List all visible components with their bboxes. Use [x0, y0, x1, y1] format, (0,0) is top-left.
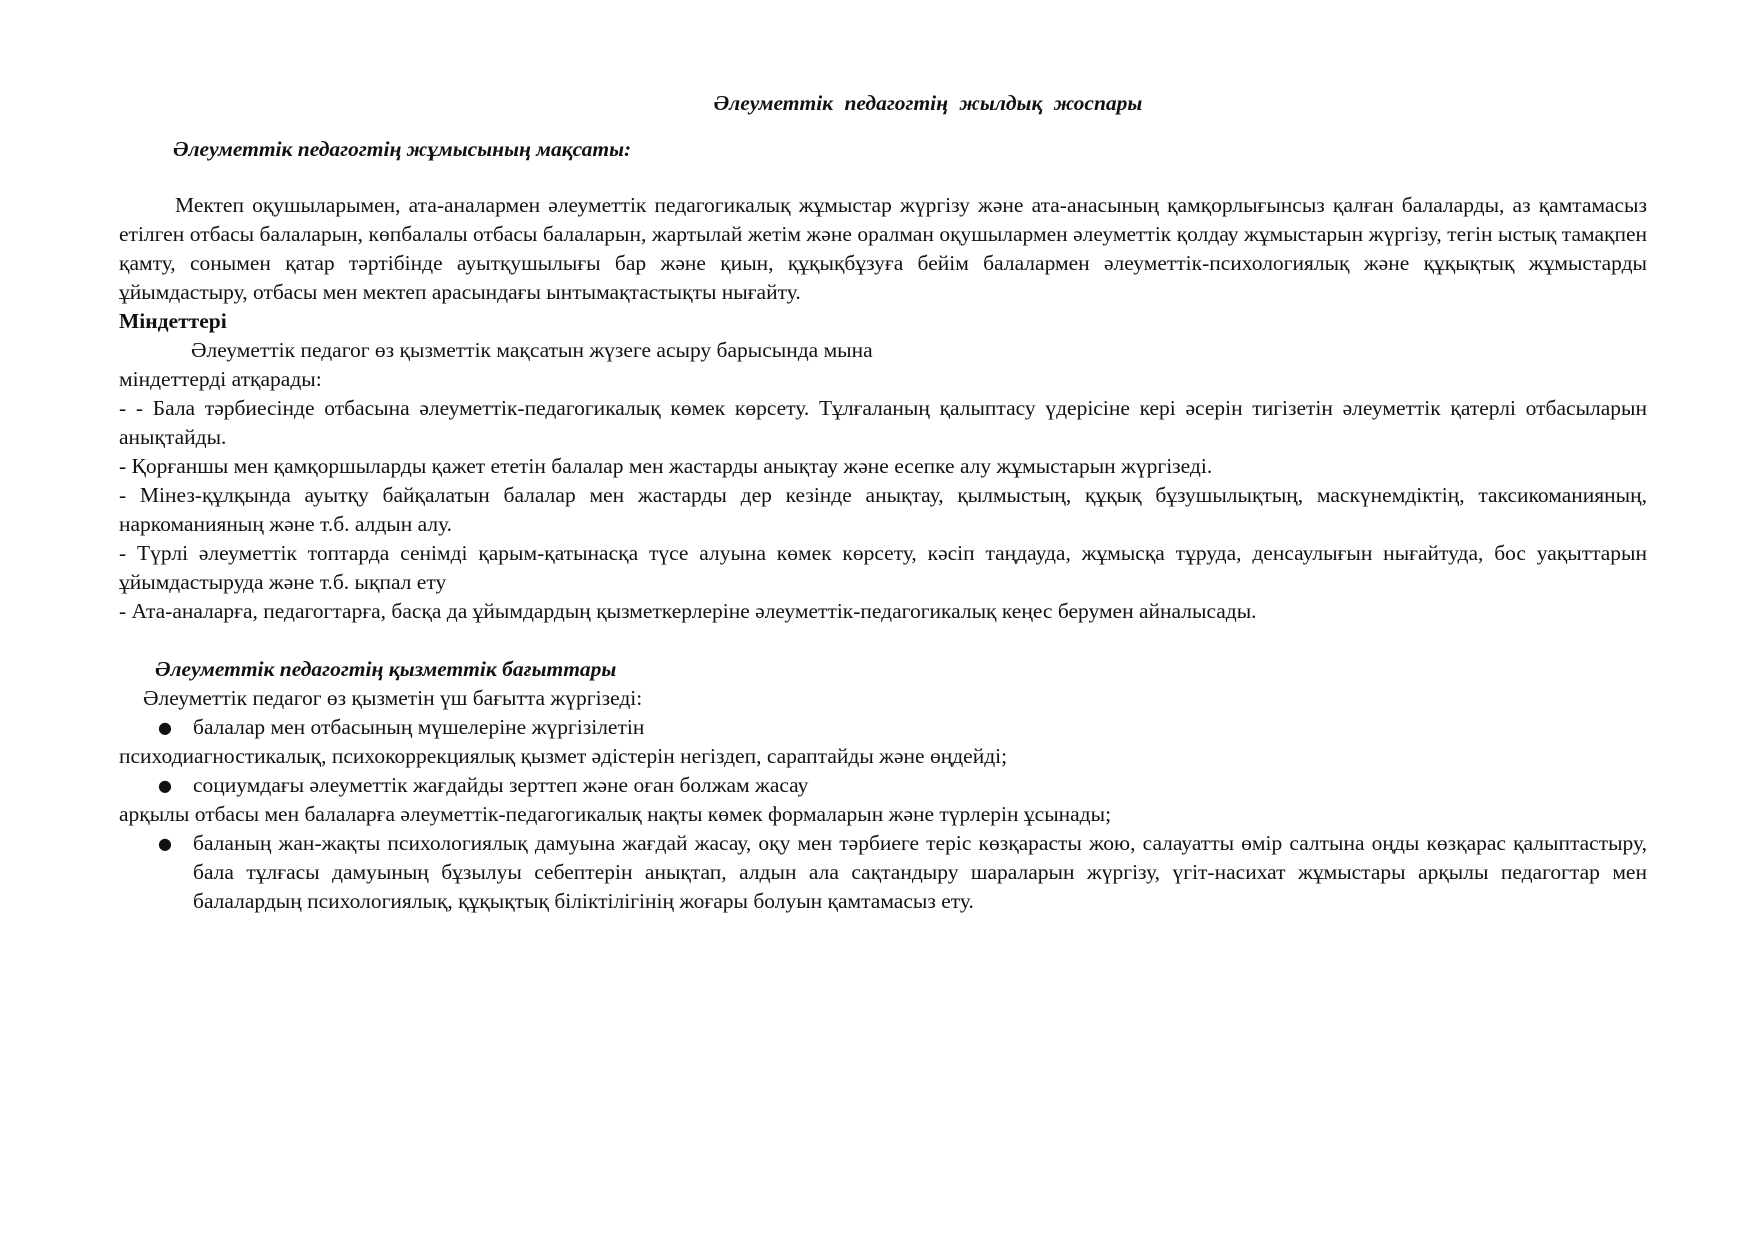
directions-heading: Әлеуметтік педагогтің қызметтік бағыттары [155, 657, 617, 681]
direction-bullet-3 [119, 829, 1647, 916]
tasks-intro-line-1: Әлеуметтік педагог өз қызметтік мақсатын жүзеге асыру барысында мына [191, 338, 873, 362]
tasks-heading: Міндеттері [119, 309, 227, 333]
document-title: Әлеуметтік педагогтің жылдық жоспары [713, 91, 1143, 115]
direction-bullet-3-text: баланың жан-жақты психологиялық дамуына жағдай жасау, оқу мен тәрбиеге теріс көзқарасты жою, салауатты өмір салтына оңды көзқарас қалыптастыру, бала тұлғасы дамуының бұзылуы себептерін анықтап, алдын ала сақтандыру шараларын жүргізу, үгіт-насихат жұмыстары арқылы педагогтар мен балалардың психологиялық, құқықтық біліктілігінің жоғары болуын қамтамасыз ету. [193, 831, 1647, 913]
direction-bullet-1-text: балалар мен отбасының мүшелеріне жүргізілетін [193, 715, 645, 739]
direction-bullet-1 [119, 713, 1647, 742]
directions-intro: Әлеуметтік педагог өз қызметін үш бағытта жүргізеді: [143, 686, 643, 710]
tasks-intro-line-2: міндеттерді атқарады: [119, 367, 322, 391]
task-item-5: - Ата-аналарға, педагогтарға, басқа да ұйымдардың қызметкерлеріне әлеуметтік-педагогикалық кеңес берумен айналысады. [119, 599, 1257, 623]
bullet-dot-icon: ● [158, 834, 172, 853]
bullet-dot-icon: ● [158, 718, 172, 737]
document-body [119, 89, 1647, 916]
task-item-4: - Түрлі әлеуметтік топтарда сенімді қарым-қатынасқа түсе алуына көмек көрсету, кәсіп таңдауда, жұмысқа тұруда, денсаулығын нығайтуда, бос уақыттарын ұйымдастыруда және т.б. ықпал ету [119, 541, 1647, 594]
task-item-3: - Мінез-құлқында ауытқу байқалатын балалар мен жастарды дер кезінде анықтау, қылмыстың, құқық бұзушылықтың, маскүнемдіктің, таксикоманияның, наркоманияның және т.б. алдын алу. [119, 483, 1647, 536]
goal-paragraph: Мектеп оқушыларымен, ата-аналармен әлеуметтік педагогикалық жұмыстар жүргізу және ата-анасының қамқорлығынсыз қалған балаларды, аз қамтамасыз етілген отбасы балаларын, көпбалалы отбасы балаларын, жартылай жетім және оралман оқушылармен әлеуметтік қолдау жұмыстарын жүргізу, тегін ыстық тамақпен қамту, сонымен қатар тәртібінде ауытқушылығы бар және қиын, құқықбұзуға бейім балалармен әлеуметтік-психологиялық және құқықтық жұмыстарды ұйымдастыру, отбасы мен мектеп арасындағы ынтымақтастықты нығайту. [119, 193, 1647, 304]
direction-bullet-2-continuation: арқылы отбасы мен балаларға әлеуметтік-педагогикалық нақты көмек формаларын және түрлерін ұсынады; [119, 802, 1112, 826]
goal-heading: Әлеуметтік педагогтің жұмысының мақсаты: [173, 137, 632, 161]
direction-bullet-1-continuation: психодиагностикалық, психокоррекциялық қызмет әдістерін негіздеп, сараптайды және өңдейді; [119, 744, 1008, 768]
direction-bullet-2 [119, 771, 1647, 800]
task-item-2: - Қорғаншы мен қамқоршыларды қажет ететін балалар мен жастарды анықтау және есепке алу жұмыстарын жүргізеді. [119, 454, 1213, 478]
direction-bullet-2-text: социумдағы әлеуметтік жағдайды зерттеп және оған болжам жасау [193, 773, 809, 797]
task-item-1: - - Бала тәрбиесінде отбасына әлеуметтік-педагогикалық көмек көрсету. Тұлғаланың қалыптасу үдерісіне кері әсерін тигізетін әлеуметтік қатерлі отбасыларын анықтайды. [119, 396, 1647, 449]
bullet-dot-icon: ● [158, 776, 172, 795]
